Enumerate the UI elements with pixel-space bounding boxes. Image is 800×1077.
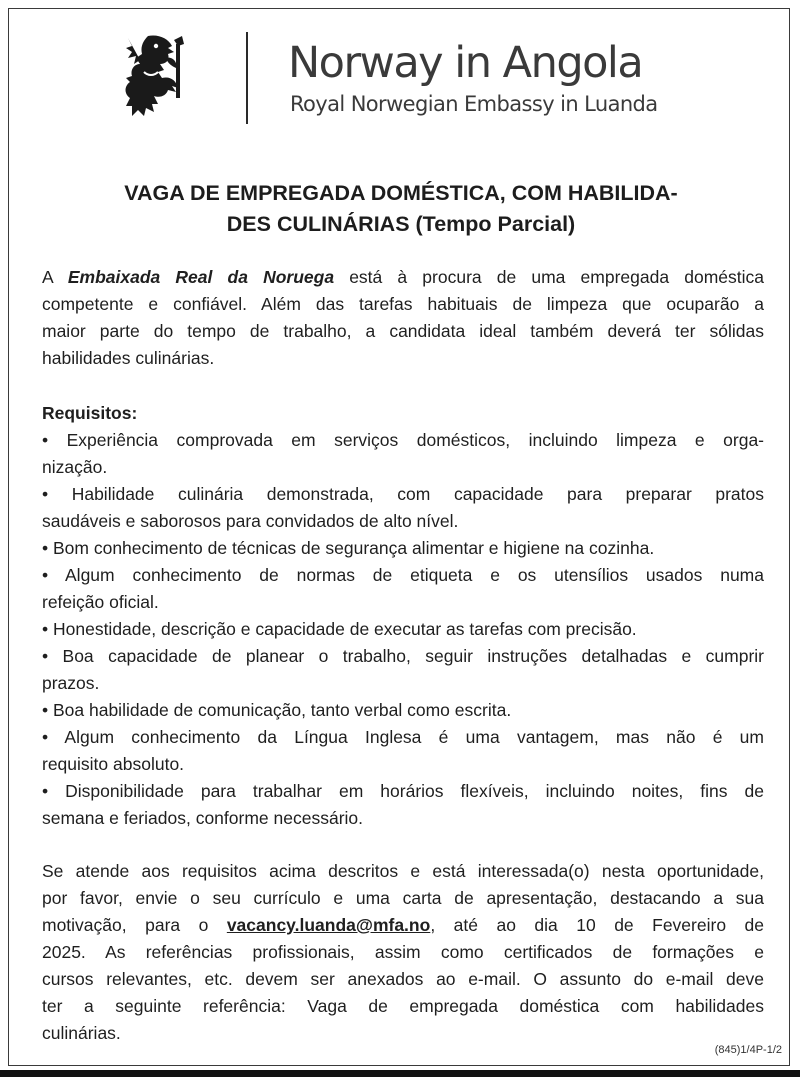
header-divider (246, 32, 248, 124)
intro-line-4: habilidades culinárias. (42, 348, 215, 368)
requirement-item-cont: saudáveis e saborosos para convidados de alto nível. (42, 511, 459, 531)
requirement-item-cont: requisito absoluto. (42, 754, 185, 774)
requirement-item: • Experiência comprovada em serviços domésticos, incluindo limpeza e orga- (42, 430, 764, 450)
intro-line-1-rest: está à procura de uma empregada doméstica (334, 267, 764, 287)
title-line-2: DES CULINÁRIAS (Tempo Parcial) (226, 212, 576, 236)
application-line-3-pre: motivação, para o (42, 915, 227, 935)
requirement-item-cont: nização. (42, 457, 108, 477)
lion-crest-icon (118, 32, 190, 122)
email-link[interactable]: vacancy.luanda@mfa.no (226, 915, 431, 935)
reference-code: (845)1/4P-1/2 (714, 1044, 782, 1056)
intro-line-2: competente e confiável. Além das tarefas habituais de limpeza que ocuparão a (42, 294, 764, 314)
advert-body (42, 264, 764, 1047)
requirement-item-cont: prazos. (42, 673, 100, 693)
application-line-7: culinárias. (42, 1023, 121, 1043)
requirement-item-cont: refeição oficial. (42, 592, 159, 612)
application-line-4: 2025. As referências profissionais, assim como certificados de formações e (42, 942, 764, 962)
intro-line-1 (42, 264, 764, 291)
embassy-emphasis: Embaixada Real da Noruega (67, 267, 335, 287)
requirement-item: • Algum conhecimento de normas de etiqueta e os utensílios usados numa (42, 565, 764, 585)
application-line-6: ter a seguinte referência: Vaga de empregada doméstica com habilidades (42, 996, 764, 1016)
intro-lead: A (42, 267, 68, 287)
application-line-2: por favor, envie o seu currículo e uma carta de apresentação, destacando a sua (42, 888, 764, 908)
requirement-item: • Boa habilidade de comunicação, tanto verbal como escrita. (42, 700, 512, 720)
requirement-item: • Disponibilidade para trabalhar em horários flexíveis, incluindo noites, fins de (42, 781, 764, 801)
application-line-3-post: , até ao dia 10 de Fevereiro de (430, 915, 764, 935)
application-line-3 (42, 912, 764, 939)
requirement-item: • Habilidade culinária demonstrada, com capacidade para preparar pratos (42, 484, 764, 504)
intro-line-3: maior parte do tempo de trabalho, a candidata ideal também deverá ter sólidas (42, 321, 764, 341)
page-title (40, 178, 762, 240)
requirement-item-cont: semana e feriados, conforme necessário. (42, 808, 363, 828)
application-line-5: cursos relevantes, etc. devem ser anexados ao e-mail. O assunto do e-mail deve (42, 969, 764, 989)
title-line-1: VAGA DE EMPREGADA DOMÉSTICA, COM HABILIDA- (124, 181, 678, 205)
requirement-item: • Algum conhecimento da Língua Inglesa é uma vantagem, mas não é um (42, 727, 764, 747)
bottom-border (0, 1070, 800, 1077)
org-name: Norway in Angola (288, 38, 643, 88)
requirement-item: • Honestidade, descrição e capacidade de executar as tarefas com precisão. (42, 619, 637, 639)
application-line-1: Se atende aos requisitos acima descritos e está interessada(o) nesta oportunidade, (42, 861, 764, 881)
requirements-heading: Requisitos: (42, 403, 138, 423)
org-subtitle: Royal Norwegian Embassy in Luanda (290, 92, 658, 116)
requirement-item: • Bom conhecimento de técnicas de segurança alimentar e higiene na cozinha. (42, 538, 655, 558)
requirement-item: • Boa capacidade de planear o trabalho, seguir instruções detalhadas e cumprir (42, 646, 764, 666)
